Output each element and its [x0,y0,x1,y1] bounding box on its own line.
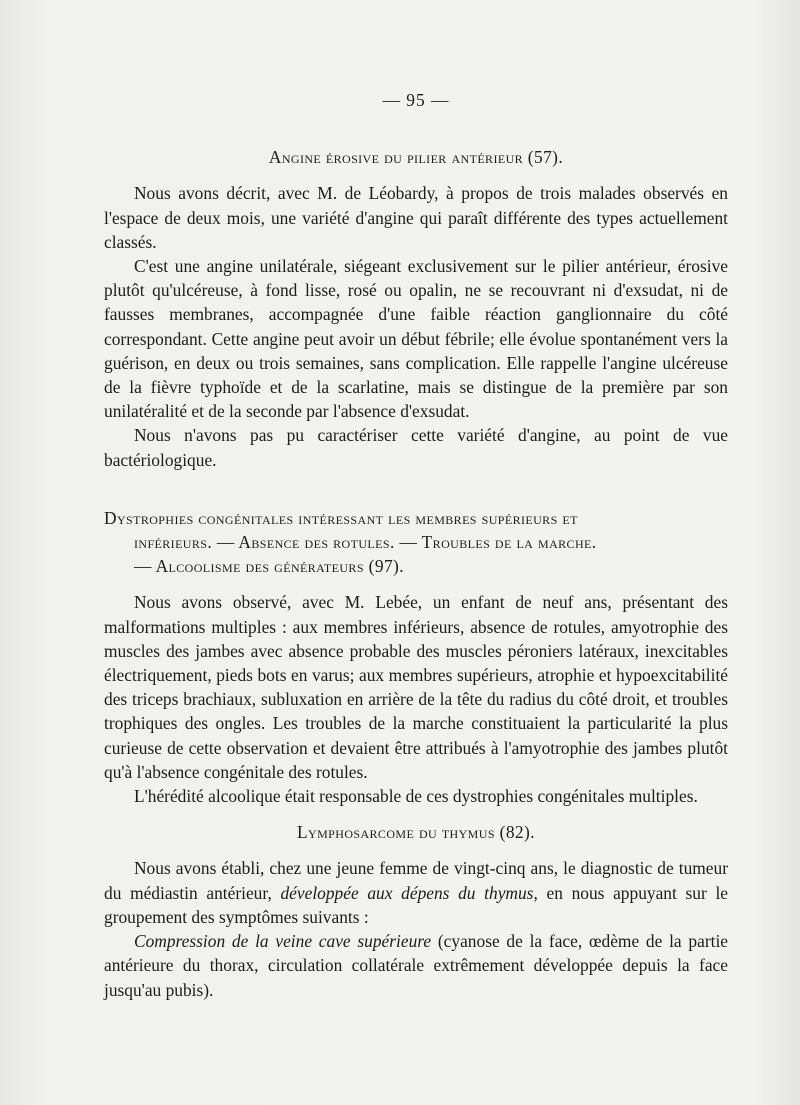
paragraph: Nous avons décrit, avec M. de Léobardy, à propos de trois malades observés en l'espace de deux mois, une variété d'angine qui paraît différente des types actuellement classés. [104,183,728,252]
section-title-angine: Angine érosive du pilier antérieur (57). [268,147,564,168]
section-title-lymphosarcome: Lymphosarcome du thymus (82). [297,822,535,843]
text-run: Nous avons établi, chez une jeune femme de vingt-cinq ans, le diagnostic de tumeur du médiastin antérieur, [104,858,728,903]
text-run: , en nous appuyant sur le groupement des symptômes suivants : [104,882,728,927]
paragraph: C'est une angine unilatérale, siégeant exclusivement sur le pilier antérieur, érosive plutôt qu'ulcéreuse, à fond lisse, rosé ou opalin, ne se recouvrant ni d'exsudat, ni de fausses membranes, accompagnée d'une faible réaction ganglionnaire du côté correspondant. Cette angine peut avoir un début fébrile; elle évolue spontanément vers la guérison, en deux ou trois semaines, sans complication. Elle rappelle l'angine ulcéreuse de la fièvre typhoïde et de la scarlatine, mais se distingue de la première par son unilatéralité et de la seconde par l'absence d'exsudat. [104,256,728,422]
paragraph [104,929,728,1002]
section-title-dystrophies [104,506,728,579]
page-number: — 95 — [382,90,450,110]
title-line: inférieurs. — Absence des rotules. — Troubles de la marche. [134,532,597,553]
paragraph [104,856,728,929]
italic-text: Compression de la veine cave supérieure [134,931,432,952]
paragraph: Nous n'avons pas pu caractériser cette variété d'angine, au point de vue bactériologique. [104,425,728,470]
title-line: — Alcoolisme des générateurs (97). [134,556,404,577]
paragraph: Nous avons observé, avec M. Lebée, un enfant de neuf ans, présentant des malformations multiples : aux membres inférieurs, absence de rotules, amyotrophie des muscles des jambes avec absence probable des muscles péroniers latéraux, inexcitables électriquement, pieds bots en varus; aux membres supérieurs, atrophie et hypoexcitabilité des triceps brachiaux, subluxation en arrière de la tête du radius du côté droit, et troubles trophiques des ongles. Les troubles de la marche constituaient la particularité la plus curieuse de cette observation et devaient être attribués à l'amyotrophie des jambes plutôt qu'à l'absence congénitale des rotules. [104,592,728,782]
title-line: Dystrophies congénitales intéressant les membres supérieurs et [104,507,578,528]
italic-text: développée aux dépens du thymus [280,882,534,903]
page-content [104,88,728,1002]
text-run: (cyanose de la face, œdème de la partie antérieure du thorax, circulation collatérale extrêmement développée depuis la face jusqu'au pubis). [104,931,728,1000]
paragraph: L'hérédité alcoolique était responsable de ces dystrophies congénitales multiples. [134,786,698,807]
